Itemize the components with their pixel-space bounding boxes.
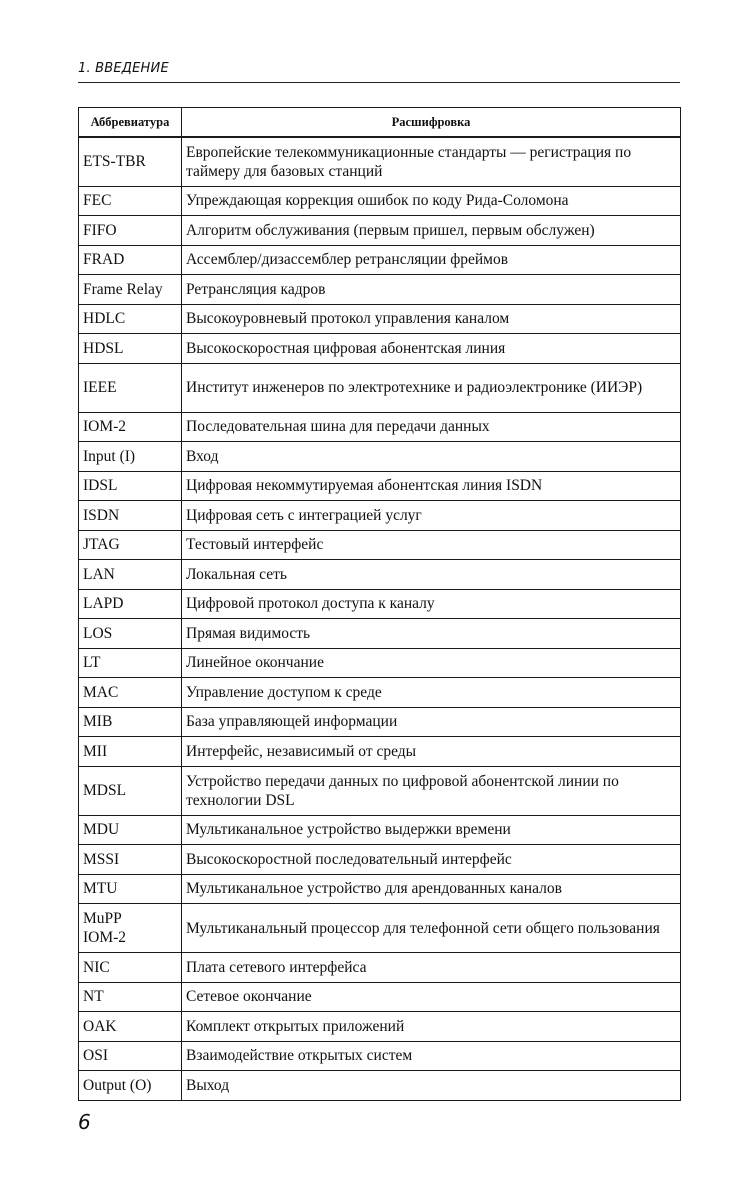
abbreviation-cell: IOM-2 bbox=[79, 412, 182, 442]
meaning-cell: Управление доступом к среде bbox=[182, 678, 681, 708]
table-row bbox=[79, 275, 681, 305]
table-row bbox=[79, 530, 681, 560]
meaning-cell: Интерфейс, независимый от среды bbox=[182, 737, 681, 767]
table-row bbox=[79, 442, 681, 472]
abbreviations-table bbox=[78, 107, 681, 1101]
table-row bbox=[79, 678, 681, 708]
meaning-cell: Институт инженеров по электротехнике и радиоэлектронике (ИИЭР) bbox=[182, 363, 681, 412]
table-row bbox=[79, 216, 681, 246]
abbreviation-cell: FEC bbox=[79, 186, 182, 216]
table-row bbox=[79, 363, 681, 412]
abbreviation-cell: MDSL bbox=[79, 766, 182, 815]
table-row bbox=[79, 471, 681, 501]
running-head: 1. ВВЕДЕНИЕ bbox=[78, 61, 169, 76]
table-row bbox=[79, 245, 681, 275]
table-row bbox=[79, 953, 681, 983]
table-row bbox=[79, 619, 681, 649]
abbreviation-cell: MTU bbox=[79, 874, 182, 904]
table-row bbox=[79, 1071, 681, 1101]
abbreviation-cell: MIB bbox=[79, 707, 182, 737]
meaning-cell: Прямая видимость bbox=[182, 619, 681, 649]
column-header-abbreviation: Аббревиатура bbox=[79, 108, 182, 138]
meaning-cell: Вход bbox=[182, 442, 681, 472]
table-row bbox=[79, 304, 681, 334]
abbreviation-cell: MII bbox=[79, 737, 182, 767]
table-row bbox=[79, 501, 681, 531]
table-row bbox=[79, 334, 681, 364]
meaning-cell: Высокоскоростная цифровая абонентская линия bbox=[182, 334, 681, 364]
abbreviation-cell: Output (O) bbox=[79, 1071, 182, 1101]
table-row bbox=[79, 1012, 681, 1042]
meaning-cell: Тестовый интерфейс bbox=[182, 530, 681, 560]
abbreviation-cell: Input (I) bbox=[79, 442, 182, 472]
table-row bbox=[79, 874, 681, 904]
table-row bbox=[79, 737, 681, 767]
meaning-cell: Комплект открытых приложений bbox=[182, 1012, 681, 1042]
abbreviation-cell: HDLC bbox=[79, 304, 182, 334]
abbreviation-cell: ETS-TBR bbox=[79, 137, 182, 186]
meaning-cell: Сетевое окончание bbox=[182, 982, 681, 1012]
abbreviation-cell: MSSI bbox=[79, 845, 182, 875]
column-header-meaning: Расшифровка bbox=[182, 108, 681, 138]
table-row bbox=[79, 766, 681, 815]
header-rule bbox=[78, 82, 680, 83]
abbreviation-cell: LT bbox=[79, 648, 182, 678]
abbreviation-cell: NIC bbox=[79, 953, 182, 983]
abbreviation-cell: IEEE bbox=[79, 363, 182, 412]
table-row bbox=[79, 412, 681, 442]
meaning-cell: Алгоритм обслуживания (первым пришел, первым обслужен) bbox=[182, 216, 681, 246]
table-header-row bbox=[79, 108, 681, 138]
meaning-cell: Упреждающая коррекция ошибок по коду Рида-Соломона bbox=[182, 186, 681, 216]
table-row bbox=[79, 845, 681, 875]
abbreviation-cell: HDSL bbox=[79, 334, 182, 364]
abbreviation-cell: MDU bbox=[79, 815, 182, 845]
meaning-cell: Выход bbox=[182, 1071, 681, 1101]
meaning-cell: Цифровая некоммутируемая абонентская линия ISDN bbox=[182, 471, 681, 501]
meaning-cell: Мультиканальный процессор для телефонной сети общего пользования bbox=[182, 904, 681, 953]
abbreviation-cell: LOS bbox=[79, 619, 182, 649]
meaning-cell: Высокоуровневый протокол управления каналом bbox=[182, 304, 681, 334]
table-row bbox=[79, 815, 681, 845]
meaning-cell: Ассемблер/дизассемблер ретрансляции фреймов bbox=[182, 245, 681, 275]
table-row bbox=[79, 707, 681, 737]
table-row bbox=[79, 589, 681, 619]
abbreviation-cell: OSI bbox=[79, 1041, 182, 1071]
meaning-cell: Линейное окончание bbox=[182, 648, 681, 678]
abbreviation-cell: OAK bbox=[79, 1012, 182, 1042]
meaning-cell: Локальная сеть bbox=[182, 560, 681, 590]
meaning-cell: База управляющей информации bbox=[182, 707, 681, 737]
table-row bbox=[79, 904, 681, 953]
meaning-cell: Высокоскоростной последовательный интерфейс bbox=[182, 845, 681, 875]
table-row bbox=[79, 648, 681, 678]
abbreviation-cell: MAC bbox=[79, 678, 182, 708]
page-number: 6 bbox=[78, 1110, 91, 1134]
abbreviation-cell: JTAG bbox=[79, 530, 182, 560]
abbreviation-cell: ISDN bbox=[79, 501, 182, 531]
meaning-cell: Устройство передачи данных по цифровой абонентской линии по технологии DSL bbox=[182, 766, 681, 815]
abbreviation-cell: FIFO bbox=[79, 216, 182, 246]
meaning-cell: Цифровой протокол доступа к каналу bbox=[182, 589, 681, 619]
meaning-cell: Европейские телекоммуникационные стандарты — регистрация по таймеру для базовых станций bbox=[182, 137, 681, 186]
meaning-cell: Мультиканальное устройство выдержки времени bbox=[182, 815, 681, 845]
meaning-cell: Цифровая сеть с интеграцией услуг bbox=[182, 501, 681, 531]
abbreviation-cell: NT bbox=[79, 982, 182, 1012]
abbreviation-cell: IDSL bbox=[79, 471, 182, 501]
abbreviation-cell: MuPP IOM-2 bbox=[79, 904, 182, 953]
meaning-cell: Мультиканальное устройство для арендованных каналов bbox=[182, 874, 681, 904]
abbreviation-cell: LAN bbox=[79, 560, 182, 590]
table-row bbox=[79, 560, 681, 590]
table-row bbox=[79, 1041, 681, 1071]
abbreviation-cell: LAPD bbox=[79, 589, 182, 619]
meaning-cell: Взаимодействие открытых систем bbox=[182, 1041, 681, 1071]
table-row bbox=[79, 186, 681, 216]
meaning-cell: Плата сетевого интерфейса bbox=[182, 953, 681, 983]
abbreviation-cell: FRAD bbox=[79, 245, 182, 275]
meaning-cell: Ретрансляция кадров bbox=[182, 275, 681, 305]
table-row bbox=[79, 137, 681, 186]
abbreviation-cell: Frame Relay bbox=[79, 275, 182, 305]
table-row bbox=[79, 982, 681, 1012]
meaning-cell: Последовательная шина для передачи данных bbox=[182, 412, 681, 442]
